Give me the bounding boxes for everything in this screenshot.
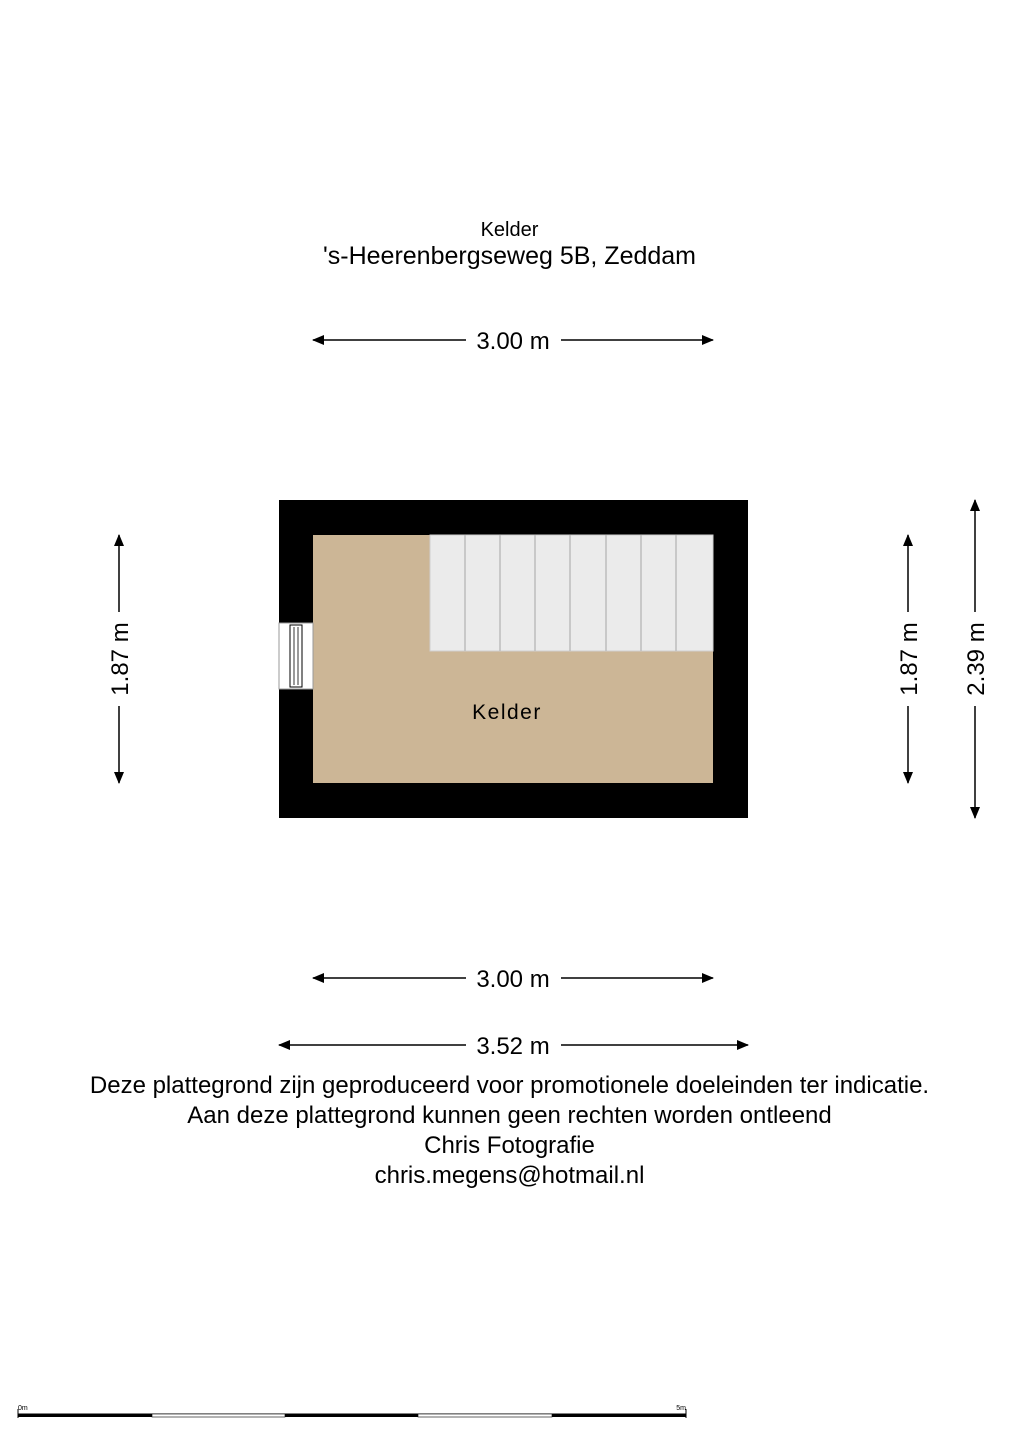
dimension-bottom-inner-width [313, 966, 713, 993]
photographer-name: Chris Fotografie [424, 1132, 595, 1159]
dimension-bottom-inner-width-label: 3.00 m [476, 966, 550, 993]
scale-bar-end-label: 5m [676, 1405, 686, 1412]
staircase [430, 535, 713, 651]
room-kelder [279, 500, 748, 818]
floor-title: Kelder [480, 219, 539, 241]
scale-bar-segment [18, 1414, 152, 1417]
disclaimer-line-2: Aan deze plattegrond kunnen geen rechten worden ontleend [187, 1102, 832, 1129]
dimension-left-height-label: 1.87 m [107, 622, 134, 696]
dimension-bottom-outer-width-label: 3.52 m [476, 1033, 550, 1060]
dimension-top-width [313, 328, 713, 355]
scale-bar-segment [552, 1414, 686, 1417]
room-label: Kelder [472, 701, 542, 724]
dimension-right-inner-height [896, 535, 923, 783]
dimension-bottom-outer-width [279, 1033, 748, 1060]
window [279, 623, 313, 689]
scale-bar-start-label: 0m [18, 1405, 28, 1412]
scale-bar [18, 1405, 686, 1418]
window-sash [290, 625, 302, 687]
scale-bar-segment [152, 1414, 285, 1417]
photographer-email: chris.megens@hotmail.nl [374, 1162, 645, 1189]
staircase-outline [430, 535, 713, 651]
scale-bar-segment [285, 1414, 418, 1417]
floor-address: 's-Heerenbergseweg 5B, Zeddam [322, 242, 697, 270]
dimension-left-height [107, 535, 134, 783]
scale-bar-segment [418, 1414, 552, 1417]
dimension-right-outer-height-label: 2.39 m [963, 622, 990, 696]
dimension-right-outer-height [963, 500, 990, 818]
dimension-top-width-label: 3.00 m [476, 328, 550, 355]
disclaimer-line-1: Deze plattegrond zijn geproduceerd voor promotionele doeleinden ter indicatie. [89, 1072, 930, 1099]
dimension-right-inner-height-label: 1.87 m [896, 622, 923, 696]
